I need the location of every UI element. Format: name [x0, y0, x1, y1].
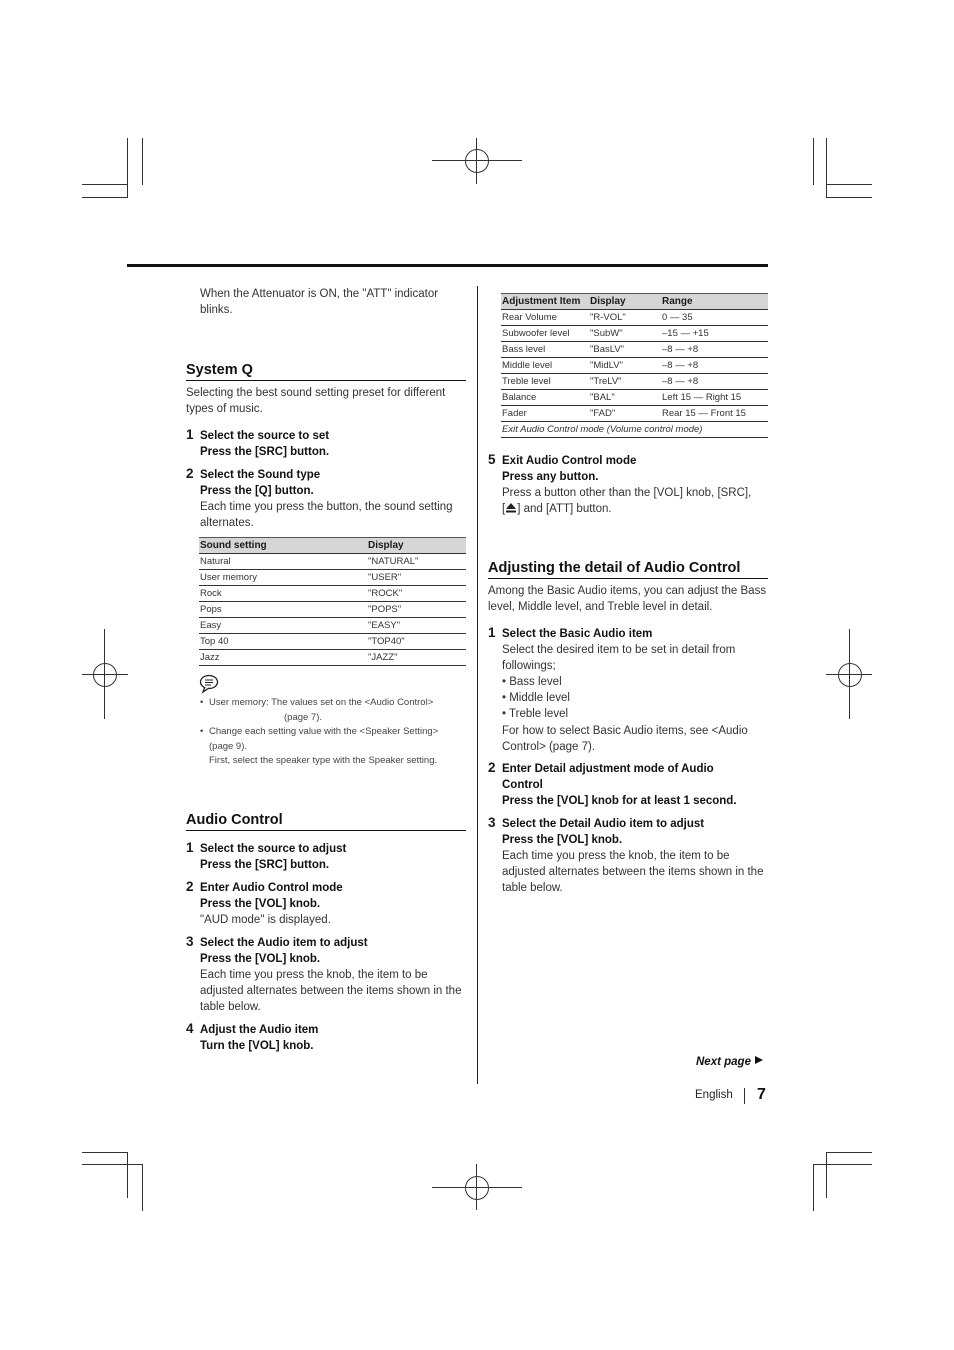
step-title: Select the Basic Audio item — [502, 628, 653, 640]
list-item: • Treble level — [502, 708, 569, 720]
table-cell: Treble level — [501, 374, 589, 390]
system-q-step-2 — [186, 467, 466, 531]
page-number: 7 — [757, 1086, 766, 1103]
crop-mark-br-v2 — [826, 1152, 827, 1198]
step-description: Each time you press the knob, the item to be adjusted alternates between the items shown in the table below. — [200, 968, 462, 1013]
step-number: 2 — [186, 878, 194, 894]
detail-step-1 — [488, 626, 768, 755]
crop-mark-br-v — [813, 1164, 814, 1211]
table-cell: "R-VOL" — [589, 310, 661, 326]
step-description-text: Press a button other than the [VOL] knob, [SRC], — [502, 487, 752, 499]
registration-line-bottom-h — [432, 1187, 522, 1188]
table-cell: "JAZZ" — [367, 650, 466, 666]
step-description — [502, 485, 768, 517]
table-row — [501, 310, 768, 326]
table-row — [199, 634, 466, 650]
note-icon — [199, 674, 221, 694]
step-action: Press the [VOL] knob. — [200, 897, 321, 910]
table-cell: Subwoofer level — [501, 326, 589, 342]
crop-mark-tl-h — [82, 184, 128, 185]
table-cell: –8 — +8 — [661, 374, 768, 390]
table-cell: Rear 15 — Front 15 — [661, 406, 768, 422]
step-title: Enter Detail adjustment mode of Audio Control — [502, 763, 714, 791]
table-cell: "TOP40" — [367, 634, 466, 650]
left-column — [186, 286, 466, 1054]
table-cell: "TreLV" — [589, 374, 661, 390]
crop-mark-bl-h2 — [82, 1164, 142, 1165]
registration-line-right-v — [849, 629, 850, 719]
sound-setting-table — [199, 537, 466, 666]
table-cell: Rock — [199, 586, 367, 602]
table-cell: "ROCK" — [367, 586, 466, 602]
crop-mark-br-h — [813, 1164, 872, 1165]
table-cell: Pops — [199, 602, 367, 618]
adjustment-table-wrap — [501, 293, 768, 438]
tip-text: (page 9). — [209, 740, 248, 752]
table-footnote-row — [501, 422, 768, 438]
table-cell: Jazz — [199, 650, 367, 666]
crop-mark-tr-h — [826, 184, 872, 185]
table-row — [199, 650, 466, 666]
crop-mark-bl-v2 — [142, 1164, 143, 1211]
system-q-section — [186, 362, 466, 769]
step-description: Select the desired item to be set in detail from followings; — [502, 644, 736, 672]
step-title: Select the Audio item to adjust — [200, 936, 368, 949]
footer-divider — [744, 1088, 745, 1104]
table-row — [501, 374, 768, 390]
table-cell: Middle level — [501, 358, 589, 374]
crop-mark-tr-h2 — [826, 197, 872, 198]
crop-mark-bl-v — [127, 1152, 128, 1198]
system-q-heading: System Q — [186, 362, 466, 381]
table-cell: –8 — +8 — [661, 342, 768, 358]
registration-mark-bottom — [465, 1176, 489, 1200]
crop-mark-tr-v2 — [826, 138, 827, 198]
step-title: Select the source to adjust — [200, 842, 347, 855]
arrow-right-icon — [754, 1055, 764, 1065]
step-description: "AUD mode" is displayed. — [200, 913, 331, 926]
attenuator-note: When the Attenuator is ON, the "ATT" indicator blinks. — [200, 288, 439, 316]
column-header: Adjustment Item — [501, 294, 589, 310]
step-action: Press the [VOL] knob. — [502, 834, 623, 846]
registration-line-left-v — [104, 629, 105, 719]
audio-step-5 — [488, 453, 768, 517]
table-cell: "BasLV" — [589, 342, 661, 358]
crop-mark-tl-h2 — [82, 197, 128, 198]
table-footnote: Exit Audio Control mode (Volume control mode) — [501, 422, 768, 438]
column-header: Range — [661, 294, 768, 310]
registration-line-top-h — [432, 160, 522, 161]
audio-control-section — [186, 812, 466, 1054]
step-action: Press the [VOL] knob for at least 1 second. — [502, 795, 737, 807]
registration-line-bottom-v — [476, 1164, 477, 1210]
sound-setting-table-wrap — [199, 537, 466, 666]
table-cell: "NATURAL" — [367, 554, 466, 570]
audio-control-heading: Audio Control — [186, 812, 466, 831]
table-row — [501, 390, 768, 406]
step-number: 2 — [488, 760, 496, 775]
audio-step-3 — [186, 935, 466, 1015]
table-cell: "USER" — [367, 570, 466, 586]
step-number: 1 — [186, 427, 194, 442]
right-column — [488, 286, 768, 896]
step-title: Exit Audio Control mode — [502, 455, 637, 467]
table-row — [199, 554, 466, 570]
column-divider — [477, 286, 478, 1084]
table-header-row — [501, 294, 768, 310]
table-row — [199, 618, 466, 634]
step-description: Each time you press the knob, the item to be adjusted alternates between the items shown in the table below. — [502, 850, 764, 894]
step-number: 2 — [186, 466, 194, 481]
audio-step-4 — [186, 1022, 466, 1054]
crop-mark-tl-v — [127, 138, 128, 198]
table-cell: "EASY" — [367, 618, 466, 634]
column-header: Sound setting — [199, 538, 367, 554]
table-cell: "SubW" — [589, 326, 661, 342]
table-cell: "FAD" — [589, 406, 661, 422]
step-action: Press the [VOL] knob. — [200, 952, 321, 965]
table-cell: "MidLV" — [589, 358, 661, 374]
table-cell: –15 — +15 — [661, 326, 768, 342]
table-cell: User memory — [199, 570, 367, 586]
table-header-row — [199, 538, 466, 554]
system-q-step-1 — [186, 428, 466, 460]
table-cell: "POPS" — [367, 602, 466, 618]
step-title: Select the Sound type — [200, 469, 321, 481]
detail-heading: Adjusting the detail of Audio Control — [488, 560, 768, 579]
tip-item — [186, 725, 466, 769]
step-title: Adjust the Audio item — [200, 1023, 319, 1036]
audio-step-2 — [186, 880, 466, 928]
step-action: Press the [SRC] button. — [200, 446, 330, 458]
step-description: For how to select Basic Audio items, see <Audio Control> (page 7). — [502, 725, 748, 753]
step-number: 3 — [488, 815, 496, 830]
column-header: Display — [589, 294, 661, 310]
crop-mark-br-h2 — [826, 1152, 872, 1153]
registration-mark-left — [93, 663, 117, 687]
table-cell: –8 — +8 — [661, 358, 768, 374]
step-number: 1 — [186, 839, 194, 855]
header-rule — [127, 264, 768, 267]
tip-text: First, select the speaker type with the Speaker setting. — [209, 755, 438, 766]
list-item: • Middle level — [502, 692, 570, 704]
table-row — [501, 326, 768, 342]
table-cell: Natural — [199, 554, 367, 570]
detail-bullet-list — [502, 674, 768, 722]
system-q-intro: Selecting the best sound setting preset for different types of music. — [186, 387, 446, 415]
table-cell: 0 — 35 — [661, 310, 768, 326]
audio-step-1 — [186, 841, 466, 873]
table-row — [199, 570, 466, 586]
registration-mark-right — [838, 663, 862, 687]
table-row — [501, 406, 768, 422]
table-cell: Top 40 — [199, 634, 367, 650]
detail-step-2 — [488, 761, 768, 809]
table-row — [199, 602, 466, 618]
language-label: English — [695, 1089, 733, 1101]
crop-mark-tl-v2 — [142, 138, 143, 185]
step-title: Select the Detail Audio item to adjust — [502, 818, 705, 830]
step-title: Select the source to set — [200, 430, 330, 442]
table-row — [501, 342, 768, 358]
step-number: 3 — [186, 933, 194, 949]
detail-step-3 — [488, 816, 768, 896]
detail-section — [488, 560, 768, 896]
step-description-text: ] and [ATT] button. — [517, 503, 612, 515]
step-action: Press the [SRC] button. — [200, 858, 330, 871]
tip-text: User memory: The values set on the <Audio Control> — [209, 697, 434, 708]
registration-line-top-v — [476, 138, 477, 184]
list-item: • Bass level — [502, 676, 562, 688]
table-cell: Bass level — [501, 342, 589, 358]
table-cell: Balance — [501, 390, 589, 406]
step-action: Press any button. — [502, 471, 599, 483]
tip-item — [186, 696, 466, 725]
crop-mark-bl-h — [82, 1152, 128, 1153]
table-cell: Fader — [501, 406, 589, 422]
step-description-text: [ — [502, 503, 506, 515]
registration-mark-top — [465, 149, 489, 173]
table-row — [199, 586, 466, 602]
table-cell: Rear Volume — [501, 310, 589, 326]
step-title: Enter Audio Control mode — [200, 881, 343, 894]
table-cell: Easy — [199, 618, 367, 634]
step-action: Turn the [VOL] knob. — [200, 1039, 314, 1052]
tip-text: Change each setting value with the <Speaker Setting> — [209, 726, 439, 737]
tip-text: (page 7). — [284, 711, 323, 723]
detail-intro: Among the Basic Audio items, you can adjust the Bass level, Middle level, and Treble level in detail. — [488, 585, 767, 613]
step-number: 4 — [186, 1020, 194, 1036]
step-action: Press the [Q] button. — [200, 485, 314, 497]
step-number: 1 — [488, 625, 496, 640]
eject-icon — [505, 502, 517, 512]
next-page-label: Next page — [696, 1056, 751, 1068]
adjustment-table — [501, 293, 768, 438]
table-cell: "BAL" — [589, 390, 661, 406]
table-cell: Left 15 — Right 15 — [661, 390, 768, 406]
tips-list — [186, 696, 466, 769]
registration-line-left-h — [82, 674, 128, 675]
step-description: Each time you press the button, the sound setting alternates. — [200, 501, 453, 529]
table-row — [501, 358, 768, 374]
step-number: 5 — [488, 452, 496, 467]
column-header: Display — [367, 538, 466, 554]
next-page-link[interactable] — [696, 1055, 764, 1068]
crop-mark-tr-v — [813, 138, 814, 185]
